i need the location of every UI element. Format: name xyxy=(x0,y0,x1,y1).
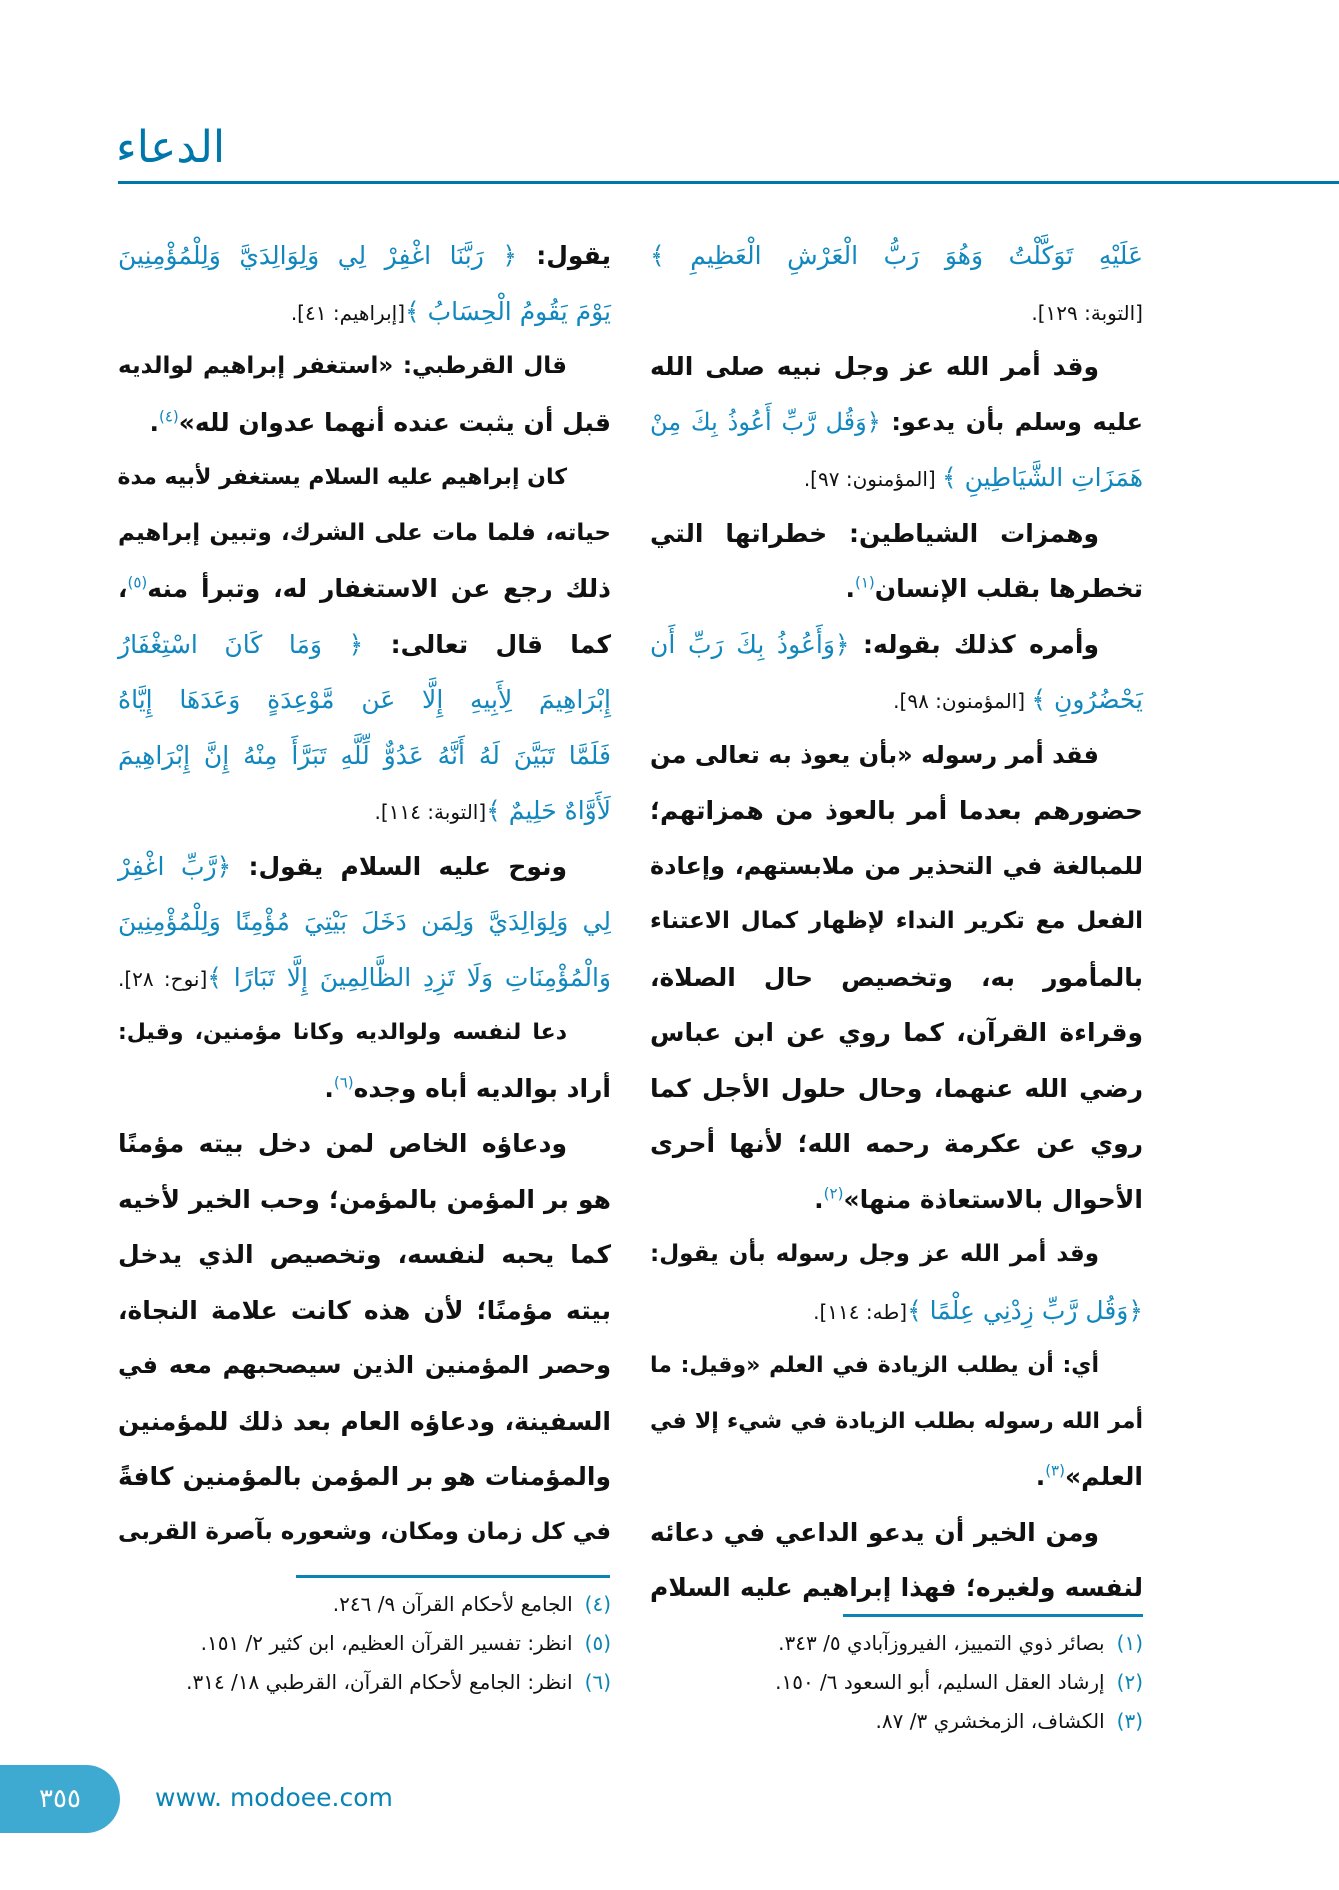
body-text: أي: أن يطلب الزيادة في العلم «وقيل: ما xyxy=(650,1353,1099,1378)
body-text: روي عن عكرمة رحمه الله؛ لأنها أحرى xyxy=(650,1129,1143,1158)
text-line xyxy=(118,395,611,451)
body-text: الأحوال بالاستعاذة منها» xyxy=(843,1184,1143,1214)
text-line xyxy=(650,894,1143,950)
footnote-number: (٥) xyxy=(584,1631,611,1655)
text-line xyxy=(650,617,1143,673)
text-line xyxy=(650,450,1143,506)
text-line xyxy=(650,1227,1143,1283)
body-text: بالمأمور به، وتخصيص حال الصلاة، xyxy=(650,962,1143,992)
body-text: . xyxy=(845,574,855,603)
footnote-number: (٣) xyxy=(1116,1709,1143,1733)
text-line xyxy=(650,395,1143,451)
footnote-number: (٢) xyxy=(1116,1670,1143,1694)
body-text: . xyxy=(814,1184,824,1214)
text-line xyxy=(118,672,611,728)
quran-verse: يَوْمَ يَقُومُ الْحِسَابُ ﴾ xyxy=(405,296,611,326)
text-line xyxy=(118,506,611,562)
footnote-text: انظر: الجامع لأحكام القرآن، القرطبي ١٨/ ٣١٤. xyxy=(186,1670,573,1694)
quran-verse: ﴿ وَمَا كَانَ اسْتِغْفَارُ xyxy=(118,629,364,659)
right-text-column xyxy=(650,228,1143,1616)
text-line xyxy=(118,1227,611,1283)
text-line xyxy=(118,617,611,673)
quran-verse: ﴿رَّبِّ اغْفِرْ xyxy=(118,851,232,881)
quran-verse: إِبْرَاهِيمَ لِأَبِيهِ إِلَّا عَن مَّوْعِدَةٍ وَعَدَهَا إِيَّاهُ xyxy=(118,685,611,714)
body-text: والمؤمنات هو بر المؤمن بالمؤمنين كافةً xyxy=(118,1462,611,1491)
footnote-marker[interactable]: (١) xyxy=(854,573,875,592)
footnote-marker[interactable]: (٢) xyxy=(823,1184,844,1203)
body-text: . xyxy=(149,407,159,437)
text-line xyxy=(118,1283,611,1339)
body-text: ومن الخير أن يدعو الداعي في دعائه xyxy=(650,1517,1099,1547)
quran-verse: ﴿وَأَعُوذُ بِكَ رَبِّ أَن xyxy=(650,629,850,659)
body-text: وقراءة القرآن، كما روي عن ابن عباس xyxy=(650,1018,1143,1047)
text-line xyxy=(118,1061,611,1117)
text-line xyxy=(650,950,1143,1006)
text-line xyxy=(650,1394,1143,1450)
text-line xyxy=(650,506,1143,562)
verse-reference: [طه: ١١٤]. xyxy=(813,1299,908,1324)
verse-reference: [التوبة: ١٢٩]. xyxy=(1031,300,1143,325)
text-line xyxy=(118,284,611,340)
body-text: ، xyxy=(118,574,128,603)
text-line xyxy=(118,1116,611,1172)
footnote-number: (١) xyxy=(1116,1631,1143,1655)
text-line xyxy=(118,1172,611,1228)
footnote-text: انظر: تفسير القرآن العظيم، ابن كثير ٢/ ١٥١. xyxy=(200,1631,573,1655)
body-text: أراد بوالديه أباه وجده xyxy=(353,1073,611,1103)
quran-verse: ﴿ رَبَّنَا اغْفِرْ لِي وَلِوَالِدَيَّ وَلِلْمُؤْمِنِينَ xyxy=(118,241,517,270)
footnote-marker[interactable]: (٤) xyxy=(158,407,179,426)
body-text: . xyxy=(324,1073,334,1103)
body-text: وقد أمر الله عز وجل رسوله بأن يقول: xyxy=(650,1241,1099,1267)
body-text: في كل زمان ومكان، وشعوره بآصرة القربى xyxy=(118,1518,611,1545)
text-line xyxy=(650,1338,1143,1394)
quran-verse: ﴿وَقُل رَّبِّ أَعُوذُ بِكَ مِنْ xyxy=(650,407,881,436)
body-text: قال القرطبي: «استغفر إبراهيم لوالديه xyxy=(118,353,567,379)
text-line xyxy=(650,284,1143,340)
text-line xyxy=(650,672,1143,728)
header-divider xyxy=(118,181,1339,184)
verse-reference: [إبراهيم: ٤١]. xyxy=(290,300,405,325)
text-line xyxy=(650,1560,1143,1616)
text-line xyxy=(650,783,1143,839)
footnote xyxy=(650,1624,1143,1663)
footnote-marker[interactable]: (٦) xyxy=(333,1073,354,1092)
verse-reference: [التوبة: ١١٤]. xyxy=(374,800,487,824)
footnote-text: إرشاد العقل السليم، أبو السعود ٦/ ١٥٠. xyxy=(775,1670,1105,1694)
quran-verse: وَالْمُؤْمِنَاتِ وَلَا تَزِدِ الظَّالِمِينَ إِلَّا تَبَارًا ﴾ xyxy=(207,962,611,992)
body-text: حضورهم بعدما أمر بالعوذ من همزاتهم؛ xyxy=(650,796,1143,825)
footnote-text: الكشاف، الزمخشري ٣/ ٨٧. xyxy=(875,1709,1105,1733)
body-text: وأمره كذلك بقوله: xyxy=(849,629,1099,659)
footnote xyxy=(650,1702,1143,1741)
footnote xyxy=(650,1663,1143,1702)
body-text: أمر الله رسوله بطلب الزيادة في شيء إلا في xyxy=(650,1408,1143,1434)
text-line xyxy=(118,1449,611,1505)
text-line xyxy=(650,728,1143,784)
footnote-number: (٦) xyxy=(584,1670,611,1694)
body-text: ونوح عليه السلام يقول: xyxy=(231,851,567,881)
body-text: وقد أمر الله عز وجل نبيه صلى الله xyxy=(650,352,1099,381)
body-text: كما يحبه لنفسه، وتخصيص الذي يدخل xyxy=(118,1240,611,1269)
footnote xyxy=(118,1585,611,1624)
text-line xyxy=(118,783,611,839)
body-text: كما قال تعالى: xyxy=(363,629,611,659)
website-link[interactable]: www. modoee.com xyxy=(155,1783,393,1812)
text-line xyxy=(118,1394,611,1450)
verse-reference: [المؤمنون: ٩٧]. xyxy=(803,467,943,491)
text-line xyxy=(650,561,1143,617)
body-text: هو بر المؤمن بالمؤمن؛ وحب الخير لأخيه xyxy=(118,1184,611,1214)
body-text: رضي الله عنهما، وحال حلول الأجل كما xyxy=(650,1073,1143,1103)
text-line xyxy=(650,1061,1143,1117)
footnote xyxy=(118,1663,611,1702)
body-text: كان إبراهيم عليه السلام يستغفر لأبيه مدة xyxy=(117,465,567,490)
body-text: تخطرها بقلب الإنسان xyxy=(874,574,1143,603)
footnote-text: الجامع لأحكام القرآن ٩/ ٢٤٦. xyxy=(332,1592,573,1616)
text-line xyxy=(118,894,611,950)
text-line xyxy=(118,950,611,1006)
quran-verse: هَمَزَاتِ الشَّيَاطِينِ ﴾ xyxy=(942,463,1143,492)
body-text: العلم» xyxy=(1064,1462,1143,1491)
body-text: للمبالغة في التحذير من ملابستهم، وإعادة xyxy=(650,851,1143,880)
body-text: ودعاؤه الخاص لمن دخل بيته مؤمنًا xyxy=(118,1129,567,1158)
text-line xyxy=(650,1172,1143,1228)
body-text: دعا لنفسه ولوالديه وكانا مؤمنين، وقيل: xyxy=(118,1020,567,1045)
footnote-text: بصائر ذوي التمييز، الفيروزآبادي ٥/ ٣٤٣. xyxy=(778,1631,1105,1655)
chapter-title: الدعاء xyxy=(116,122,226,173)
text-line xyxy=(650,1449,1143,1505)
body-text: عليه وسلم بأن يدعو: xyxy=(880,407,1143,436)
page-number: ٣٥٥ xyxy=(39,1784,81,1814)
quran-verse: عَلَيْهِ تَوَكَّلْتُ وَهُوَ رَبُّ الْعَرْشِ الْعَظِيمِ ﴾ xyxy=(650,241,1143,270)
body-text: يقول: xyxy=(516,241,611,270)
footnote-divider-right xyxy=(843,1614,1143,1617)
text-line xyxy=(650,1283,1143,1339)
body-text: قبل أن يثبت عنده أنهما عدوان لله» xyxy=(178,407,611,437)
text-line xyxy=(118,561,611,617)
quran-verse: لِي وَلِوَالِدَيَّ وَلِمَن دَخَلَ بَيْتِيَ مُؤْمِنًا وَلِلْمُؤْمِنِينَ xyxy=(118,907,611,936)
body-text: حياته، فلما مات على الشرك، وتبين إبراهيم xyxy=(118,519,611,546)
footnotes-right xyxy=(650,1624,1143,1741)
footnote-divider-left xyxy=(296,1575,610,1578)
quran-verse: لَأَوَّاهٌ حَلِيمٌ ﴾ xyxy=(486,796,611,825)
text-line xyxy=(650,228,1143,284)
body-text: بيته مؤمنًا؛ لأن هذه كانت علامة النجاة، xyxy=(118,1295,611,1325)
page-number-badge xyxy=(0,1765,120,1833)
text-line xyxy=(118,450,611,506)
footnotes-left xyxy=(118,1585,611,1702)
body-text: لنفسه ولغيره؛ فهذا إبراهيم عليه السلام xyxy=(650,1573,1143,1602)
verse-reference: [المؤمنون: ٩٨]. xyxy=(893,689,1032,713)
quran-verse: ﴿وَقُل رَّبِّ زِدْنِي عِلْمًا ﴾ xyxy=(907,1295,1143,1325)
body-text: فقد أمر رسوله «بأن يعوذ به تعالى من xyxy=(650,740,1099,769)
body-text: ذلك رجع عن الاستغفار له، وتبرأ منه xyxy=(147,574,611,603)
footnote xyxy=(118,1624,611,1663)
footnote-marker[interactable]: (٣) xyxy=(1045,1461,1065,1480)
quran-verse: يَحْضُرُونِ ﴾ xyxy=(1031,685,1143,714)
footnote-number: (٤) xyxy=(584,1592,611,1616)
text-line xyxy=(118,1505,611,1561)
verse-reference: [نوح: ٢٨]. xyxy=(118,966,208,991)
body-text: وهمزات الشياطين: خطراتها التي xyxy=(650,518,1099,548)
body-text: الفعل مع تكرير النداء لإظهار كمال الاعتناء xyxy=(650,908,1143,934)
text-line xyxy=(650,339,1143,395)
body-text: السفينة، ودعاؤه العام بعد ذلك للمؤمنين xyxy=(118,1406,611,1436)
text-line xyxy=(650,1505,1143,1561)
text-line xyxy=(650,839,1143,895)
left-text-column xyxy=(118,228,611,1560)
text-line xyxy=(118,1338,611,1394)
footnote-marker[interactable]: (٥) xyxy=(127,573,148,592)
text-line xyxy=(650,1005,1143,1061)
text-line xyxy=(118,339,611,395)
body-text: وحصر المؤمنين الذين سيصحبهم معه في xyxy=(118,1351,611,1379)
text-line xyxy=(650,1116,1143,1172)
text-line xyxy=(118,1005,611,1061)
text-line xyxy=(118,728,611,784)
quran-verse: فَلَمَّا تَبَيَّنَ لَهُ أَنَّهُ عَدُوٌّ لِّلَّهِ تَبَرَّأَ مِنْهُ إِنَّ إِبْرَاهِيمَ xyxy=(118,740,611,770)
body-text: . xyxy=(1035,1462,1046,1491)
text-line xyxy=(118,228,611,284)
text-line xyxy=(118,839,611,895)
